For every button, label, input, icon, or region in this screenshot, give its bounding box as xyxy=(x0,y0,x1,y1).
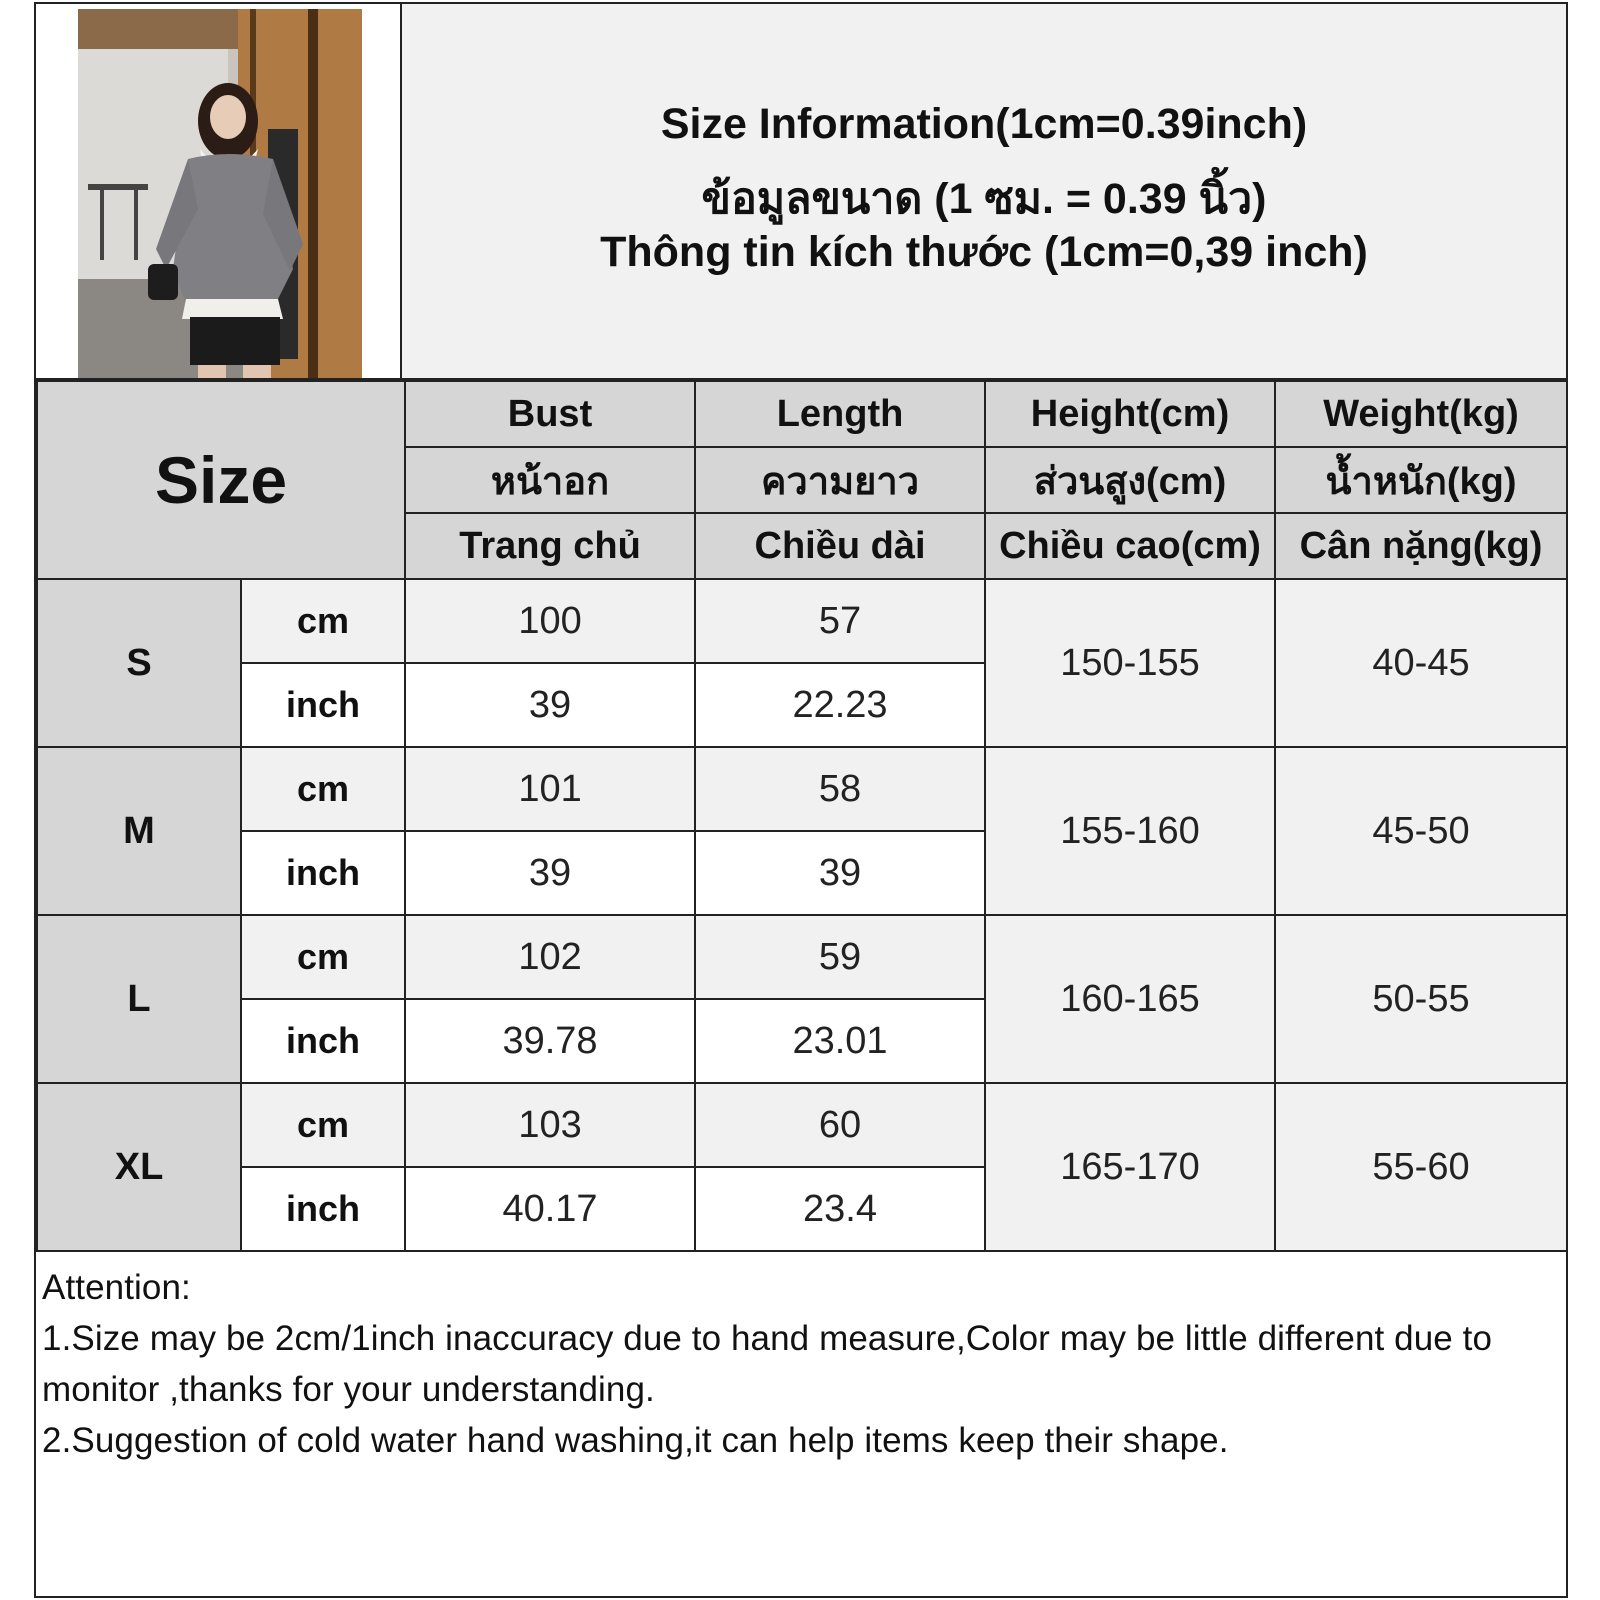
length-header-en: Length xyxy=(695,381,985,447)
unit-cm-label: cm xyxy=(241,1083,405,1167)
length-cm-value: 57 xyxy=(695,579,985,663)
length-cm-value: 58 xyxy=(695,747,985,831)
table-row xyxy=(37,915,1567,999)
length-header-vi: Chiều dài xyxy=(695,513,985,579)
header-row xyxy=(36,4,1566,380)
product-photo xyxy=(78,9,362,378)
length-inch-value: 22.23 xyxy=(695,663,985,747)
table-row xyxy=(37,1083,1567,1167)
product-photo-cell xyxy=(36,4,402,378)
size-l-label: L xyxy=(37,915,241,1083)
bust-header-th: หน้าอก xyxy=(405,447,695,513)
bust-cm-value: 100 xyxy=(405,579,695,663)
unit-cm-label: cm xyxy=(241,915,405,999)
height-value: 155-160 xyxy=(985,747,1275,915)
size-info-cell xyxy=(402,4,1566,378)
unit-inch-label: inch xyxy=(241,1167,405,1251)
attention-title: Attention: xyxy=(42,1268,191,1307)
height-header-th: ส่วนสูง(cm) xyxy=(985,447,1275,513)
height-header-en: Height(cm) xyxy=(985,381,1275,447)
height-value: 150-155 xyxy=(985,579,1275,747)
length-inch-value: 23.01 xyxy=(695,999,985,1083)
size-s-label: S xyxy=(37,579,241,747)
length-inch-value: 23.4 xyxy=(695,1167,985,1251)
height-value: 165-170 xyxy=(985,1083,1275,1251)
unit-inch-label: inch xyxy=(241,663,405,747)
weight-value: 55-60 xyxy=(1275,1083,1567,1251)
header-row-en xyxy=(37,381,1567,447)
size-m-label: M xyxy=(37,747,241,915)
size-info-title-th: ข้อมูลขนาด (1 ซม. = 0.39 นิ้ว) xyxy=(701,175,1267,223)
unit-cm-label: cm xyxy=(241,747,405,831)
weight-header-en: Weight(kg) xyxy=(1275,381,1567,447)
bust-cm-value: 102 xyxy=(405,915,695,999)
size-header: Size xyxy=(37,381,405,579)
bust-cm-value: 101 xyxy=(405,747,695,831)
bust-inch-value: 39 xyxy=(405,831,695,915)
unit-inch-label: inch xyxy=(241,831,405,915)
size-chart-sheet xyxy=(34,2,1568,1598)
size-info-title-vi: Thông tin kích thước (1cm=0,39 inch) xyxy=(600,228,1368,276)
weight-value: 45-50 xyxy=(1275,747,1567,915)
length-cm-value: 60 xyxy=(695,1083,985,1167)
height-value: 160-165 xyxy=(985,915,1275,1083)
weight-header-th: น้ำหนัก(kg) xyxy=(1275,447,1567,513)
table-row xyxy=(37,747,1567,831)
size-info-title-en: Size Information(1cm=0.39inch) xyxy=(660,100,1308,148)
unit-cm-label: cm xyxy=(241,579,405,663)
attention-note-2: 2.Suggestion of cold water hand washing,it can help items keep their shape. xyxy=(42,1421,1229,1460)
bust-header-en: Bust xyxy=(405,381,695,447)
length-inch-value: 39 xyxy=(695,831,985,915)
bust-inch-value: 39.78 xyxy=(405,999,695,1083)
attention-notes xyxy=(36,1256,1566,1596)
weight-value: 50-55 xyxy=(1275,915,1567,1083)
bust-inch-value: 40.17 xyxy=(405,1167,695,1251)
height-header-vi: Chiều cao(cm) xyxy=(985,513,1275,579)
length-cm-value: 59 xyxy=(695,915,985,999)
table-row xyxy=(37,579,1567,663)
bust-inch-value: 39 xyxy=(405,663,695,747)
bust-cm-value: 103 xyxy=(405,1083,695,1167)
unit-inch-label: inch xyxy=(241,999,405,1083)
weight-value: 40-45 xyxy=(1275,579,1567,747)
size-table xyxy=(36,380,1568,1252)
weight-header-vi: Cân nặng(kg) xyxy=(1275,513,1567,579)
attention-note-1: 1.Size may be 2cm/1inch inaccuracy due to hand measure,Color may be little different due to monitor ,thanks for your understanding. xyxy=(42,1319,1493,1409)
bust-header-vi: Trang chủ xyxy=(405,513,695,579)
length-header-th: ความยาว xyxy=(695,447,985,513)
size-xl-label: XL xyxy=(37,1083,241,1251)
